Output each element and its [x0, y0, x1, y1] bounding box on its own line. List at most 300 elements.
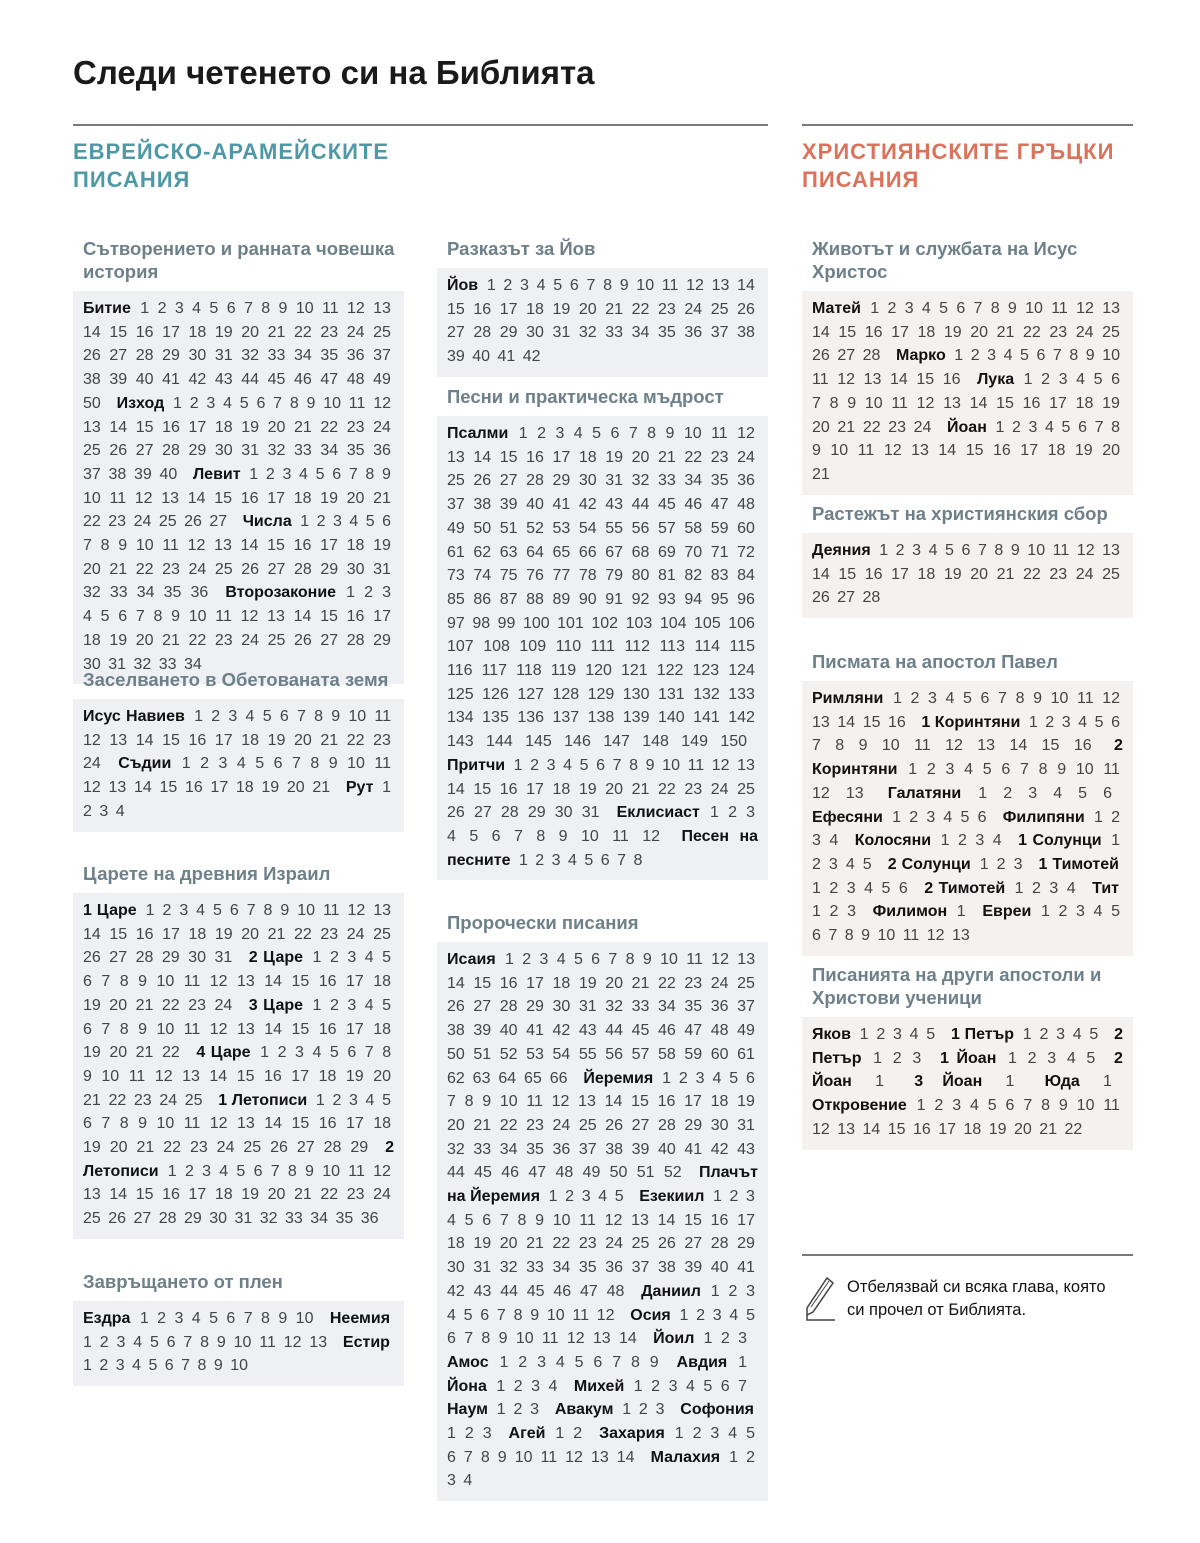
chapter-number[interactable]: 44 [447, 1164, 465, 1182]
chapter-number[interactable]: 12 [551, 1093, 570, 1111]
chapter-number[interactable]: 37 [631, 1259, 650, 1277]
chapter-number[interactable]: 7 [499, 1211, 509, 1229]
chapter-number[interactable]: 40 [658, 1140, 676, 1158]
chapter-number[interactable]: 39 [684, 1259, 703, 1277]
chapter-number[interactable]: 23 [578, 1235, 597, 1253]
chapter-number[interactable]: 39 [631, 1140, 650, 1158]
chapter-number[interactable]: 12 [812, 784, 830, 802]
chapter-number[interactable]: 19 [241, 418, 260, 436]
chapter-number[interactable]: 115 [729, 638, 756, 656]
chapter-number[interactable]: 11 [1103, 1097, 1120, 1115]
chapter-number[interactable]: 4 [921, 300, 931, 317]
chapter-number[interactable]: 4 [236, 755, 246, 773]
chapter-number[interactable]: 49 [447, 519, 465, 537]
chapter-number[interactable]: 40 [526, 496, 544, 514]
chapter-number[interactable]: 19 [267, 731, 286, 749]
chapter-number[interactable]: 3 [746, 1282, 756, 1300]
chapter-number[interactable]: 5 [149, 1333, 159, 1351]
chapter-number[interactable]: 21 [837, 418, 856, 436]
chapter-number[interactable]: 30 [554, 804, 573, 822]
chapter-number[interactable]: 133 [728, 685, 755, 703]
chapter-number[interactable]: 12 [945, 737, 963, 755]
chapter-number[interactable]: 54 [578, 519, 597, 537]
chapter-number[interactable]: 64 [526, 543, 544, 561]
chapter-number[interactable]: 6 [1111, 371, 1120, 389]
chapter-number[interactable]: 38 [473, 496, 492, 514]
chapter-number[interactable]: 3 [738, 1330, 747, 1348]
chapter-number[interactable]: 45 [631, 1022, 650, 1040]
chapter-number[interactable]: 1 [312, 949, 322, 967]
chapter-number[interactable]: 13 [309, 1333, 328, 1351]
chapter-number[interactable]: 2 [957, 832, 967, 850]
chapter-number[interactable]: 3 [537, 1353, 546, 1371]
chapter-number[interactable]: 9 [665, 425, 675, 442]
chapter-number[interactable]: 78 [578, 567, 597, 585]
chapter-number[interactable]: 34 [684, 472, 703, 490]
chapter-number[interactable]: 44 [500, 1282, 518, 1300]
chapter-number[interactable]: 25 [710, 300, 729, 318]
chapter-number[interactable]: 32 [499, 1259, 518, 1277]
chapter-number[interactable]: 7 [296, 708, 306, 725]
chapter-number[interactable]: 13 [237, 1020, 255, 1038]
chapter-number[interactable]: 1 [710, 1282, 720, 1300]
chapter-number[interactable]: 5 [1089, 1026, 1099, 1043]
chapter-number[interactable]: 25 [737, 780, 755, 798]
chapter-number[interactable]: 9 [558, 827, 568, 845]
chapter-number[interactable]: 5 [255, 755, 265, 773]
chapter-number[interactable]: 11 [902, 927, 920, 945]
chapter-number[interactable]: 2 [651, 1377, 661, 1395]
chapter-number[interactable]: 2 [329, 949, 339, 967]
chapter-number[interactable]: 9 [278, 300, 288, 317]
chapter-number[interactable]: 17 [291, 1067, 310, 1085]
chapter-number[interactable]: 19 [737, 1093, 755, 1111]
chapter-number[interactable]: 1 [879, 542, 889, 559]
chapter-number[interactable]: 10 [233, 1333, 252, 1351]
chapter-number[interactable]: 26 [109, 442, 128, 460]
chapter-number[interactable]: 60 [737, 519, 755, 537]
chapter-number[interactable]: 31 [241, 442, 260, 460]
chapter-number[interactable]: 22 [1023, 565, 1041, 583]
chapter-number[interactable]: 50 [609, 1164, 628, 1182]
chapter-number[interactable]: 103 [625, 614, 653, 632]
chapter-number[interactable]: 21 [996, 565, 1015, 583]
chapter-number[interactable]: 2 [729, 1188, 739, 1206]
chapter-number[interactable]: 11 [1051, 300, 1068, 317]
chapter-number[interactable]: 74 [473, 567, 492, 585]
chapter-number[interactable]: 23 [346, 1186, 365, 1204]
chapter-number[interactable]: 6 [812, 927, 821, 945]
chapter-number[interactable]: 10 [101, 1067, 120, 1085]
chapter-number[interactable]: 23 [108, 513, 127, 531]
chapter-number[interactable]: 21 [294, 1186, 312, 1204]
chapter-number[interactable]: 22 [320, 1186, 339, 1204]
chapter-number[interactable]: 6 [961, 542, 971, 559]
chapter-number[interactable]: 7 [513, 827, 523, 845]
chapter-number[interactable]: 20 [1102, 442, 1120, 460]
chapter-number[interactable]: 23 [684, 974, 703, 992]
chapter-number[interactable]: 11 [711, 425, 728, 442]
chapter-number[interactable]: 10 [580, 827, 599, 845]
chapter-number[interactable]: 1 [518, 851, 528, 869]
chapter-number[interactable]: 28 [658, 1116, 676, 1134]
chapter-number[interactable]: 24 [710, 974, 729, 992]
chapter-number[interactable]: 130 [622, 685, 650, 703]
chapter-number[interactable]: 28 [162, 442, 180, 460]
chapter-number[interactable]: 1 [1103, 1073, 1112, 1091]
chapter-number[interactable]: 2 [162, 902, 172, 919]
chapter-number[interactable]: 17 [267, 489, 285, 507]
chapter-number[interactable]: 37 [737, 998, 755, 1016]
chapter-number[interactable]: 15 [162, 731, 180, 749]
chapter-number[interactable]: 8 [119, 973, 129, 991]
chapter-number[interactable]: 6 [569, 277, 579, 294]
chapter-number[interactable]: 23 [189, 1139, 208, 1157]
chapter-number[interactable]: 11 [891, 394, 908, 412]
chapter-number[interactable]: 28 [500, 804, 519, 822]
chapter-number[interactable]: 28 [323, 1139, 342, 1157]
chapter-number[interactable]: 46 [658, 1022, 676, 1040]
chapter-number[interactable]: 122 [656, 662, 684, 680]
chapter-number[interactable]: 2 [189, 394, 199, 412]
chapter-number[interactable]: 1 [729, 1448, 739, 1466]
chapter-number[interactable]: 7 [292, 755, 301, 773]
chapter-number[interactable]: 21 [312, 779, 331, 797]
chapter-number[interactable]: 12 [134, 489, 153, 507]
chapter-number[interactable]: 2 [184, 1162, 194, 1180]
chapter-number[interactable]: 5 [382, 996, 392, 1014]
chapter-number[interactable]: 18 [447, 1235, 465, 1253]
chapter-number[interactable]: 14 [447, 780, 465, 798]
chapter-number[interactable]: 1 [505, 951, 514, 968]
chapter-number[interactable]: 7 [246, 902, 256, 919]
chapter-number[interactable]: 6 [1001, 761, 1011, 779]
chapter-number[interactable]: 2 [518, 1353, 528, 1371]
chapter-number[interactable]: 3 [295, 1044, 304, 1062]
chapter-number[interactable]: 131 [657, 685, 685, 703]
chapter-number[interactable]: 3 [282, 465, 292, 483]
chapter-number[interactable]: 31 [473, 1259, 492, 1277]
chapter-number[interactable]: 2 [157, 300, 167, 317]
chapter-number[interactable]: 61 [447, 543, 465, 561]
chapter-number[interactable]: 12 [711, 951, 729, 968]
chapter-number[interactable]: 18 [1075, 394, 1094, 412]
chapter-number[interactable]: 14 [837, 713, 856, 731]
chapter-number[interactable]: 58 [684, 519, 703, 537]
chapter-number[interactable]: 20 [578, 300, 597, 318]
chapter-number[interactable]: 41 [737, 1259, 755, 1277]
chapter-number[interactable]: 21 [267, 323, 286, 341]
chapter-number[interactable]: 9 [138, 1020, 147, 1038]
chapter-number[interactable]: 34 [499, 1140, 518, 1158]
chapter-number[interactable]: 6 [83, 973, 92, 991]
chapter-number[interactable]: 32 [133, 655, 152, 673]
chapter-number[interactable]: 45 [658, 496, 676, 514]
chapter-number[interactable]: 86 [473, 590, 492, 608]
chapter-number[interactable]: 15 [887, 1120, 906, 1138]
chapter-number[interactable]: 17 [162, 925, 180, 943]
chapter-number[interactable]: 34 [320, 442, 339, 460]
chapter-number[interactable]: 5 [729, 1069, 739, 1087]
chapter-number[interactable]: 16 [162, 1186, 180, 1204]
chapter-number[interactable]: 37 [447, 496, 465, 514]
chapter-number[interactable]: 19 [552, 300, 571, 318]
chapter-number[interactable]: 2 [970, 347, 980, 365]
chapter-number[interactable]: 9 [138, 973, 147, 991]
chapter-number[interactable]: 13 [812, 713, 830, 731]
chapter-number[interactable]: 17 [188, 418, 207, 436]
chapter-number[interactable]: 105 [694, 614, 721, 632]
chapter-number[interactable]: 5 [573, 951, 583, 968]
chapter-number[interactable]: 26 [108, 1210, 127, 1228]
chapter-number[interactable]: 2 [329, 996, 339, 1014]
chapter-number[interactable]: 3 [116, 1333, 126, 1351]
chapter-number[interactable]: 123 [692, 662, 720, 680]
chapter-number[interactable]: 116 [447, 662, 473, 680]
chapter-number[interactable]: 6 [1078, 418, 1087, 436]
chapter-number[interactable]: 21 [109, 560, 128, 578]
chapter-number[interactable]: 12 [916, 394, 935, 412]
chapter-number[interactable]: 21 [135, 1044, 154, 1062]
chapter-number[interactable]: 3 [382, 584, 392, 602]
chapter-number[interactable]: 13 [109, 731, 128, 749]
chapter-number[interactable]: 5 [1078, 784, 1088, 802]
chapter-number[interactable]: 97 [447, 614, 465, 632]
chapter-number[interactable]: 1 [194, 708, 204, 725]
chapter-number[interactable]: 29 [188, 442, 207, 460]
chapter-number[interactable]: 4 [365, 1091, 375, 1109]
chapter-number[interactable]: 24 [737, 448, 755, 466]
chapter-number[interactable]: 63 [499, 543, 518, 561]
chapter-number[interactable]: 24 [346, 925, 365, 943]
chapter-number[interactable]: 1 [703, 1330, 713, 1348]
chapter-number[interactable]: 43 [737, 1140, 755, 1158]
chapter-number[interactable]: 3 [1013, 855, 1023, 873]
chapter-number[interactable]: 28 [135, 347, 154, 365]
chapter-number[interactable]: 20 [373, 1067, 391, 1085]
chapter-number[interactable]: 24 [159, 1091, 178, 1109]
chapter-number[interactable]: 3 [1058, 371, 1068, 389]
chapter-number[interactable]: 17 [1049, 394, 1067, 412]
chapter-number[interactable]: 52 [526, 519, 544, 537]
chapter-number[interactable]: 2 [887, 300, 897, 317]
chapter-number[interactable]: 15 [159, 779, 178, 797]
chapter-number[interactable]: 148 [642, 733, 669, 751]
chapter-number[interactable]: 3 [228, 708, 238, 725]
chapter-number[interactable]: 11 [109, 489, 127, 507]
chapter-number[interactable]: 9 [535, 1211, 545, 1229]
chapter-number[interactable]: 5 [926, 1026, 936, 1043]
chapter-number[interactable]: 36 [373, 442, 391, 460]
chapter-number[interactable]: 14 [862, 1120, 881, 1138]
chapter-number[interactable]: 22 [161, 996, 180, 1014]
chapter-number[interactable]: 22 [161, 1044, 180, 1062]
chapter-number[interactable]: 56 [631, 519, 650, 537]
chapter-number[interactable]: 1 [1040, 903, 1050, 921]
chapter-number[interactable]: 20 [109, 996, 128, 1014]
chapter-number[interactable]: 3 [846, 879, 856, 897]
chapter-number[interactable]: 22 [135, 560, 154, 578]
chapter-number[interactable]: 7 [612, 756, 622, 774]
chapter-number[interactable]: 23 [162, 560, 180, 578]
chapter-number[interactable]: 65 [524, 1069, 542, 1087]
chapter-number[interactable]: 20 [346, 489, 365, 507]
chapter-number[interactable]: 6 [226, 1310, 236, 1327]
chapter-number[interactable]: 6 [166, 1333, 176, 1351]
chapter-number[interactable]: 10 [1075, 761, 1094, 779]
chapter-number[interactable]: 19 [261, 779, 280, 797]
chapter-number[interactable]: 20 [109, 1044, 128, 1062]
chapter-number[interactable]: 17 [346, 1115, 364, 1133]
chapter-number[interactable]: 7 [463, 1448, 473, 1466]
chapter-number[interactable]: 11 [1052, 542, 1070, 559]
chapter-number[interactable]: 28 [473, 324, 492, 342]
chapter-number[interactable]: 15 [1041, 737, 1060, 755]
chapter-number[interactable]: 16 [657, 1093, 676, 1111]
chapter-number[interactable]: 9 [1057, 761, 1067, 779]
chapter-number[interactable]: 49 [737, 1022, 755, 1040]
chapter-number[interactable]: 20 [447, 1116, 465, 1134]
chapter-number[interactable]: 6 [279, 708, 289, 725]
chapter-number[interactable]: 62 [447, 1069, 465, 1087]
chapter-number[interactable]: 9 [858, 737, 868, 755]
chapter-number[interactable]: 19 [83, 1139, 101, 1157]
chapter-number[interactable]: 21 [658, 448, 676, 466]
chapter-number[interactable]: 2 [503, 277, 513, 294]
chapter-number[interactable]: 34 [184, 655, 202, 673]
chapter-number[interactable]: 31 [737, 1116, 755, 1134]
chapter-number[interactable]: 13 [237, 973, 255, 991]
chapter-number[interactable]: 29 [184, 1210, 202, 1228]
chapter-number[interactable]: 17 [891, 565, 909, 583]
chapter-number[interactable]: 20 [631, 448, 650, 466]
chapter-number[interactable]: 6 [1111, 713, 1121, 731]
chapter-number[interactable]: 50 [83, 394, 101, 412]
chapter-number[interactable]: 29 [162, 347, 180, 365]
chapter-number[interactable]: 5 [584, 851, 594, 869]
chapter-number[interactable]: 1 [956, 903, 966, 921]
chapter-number[interactable]: 136 [517, 709, 545, 727]
chapter-number[interactable]: 4 [943, 808, 953, 826]
chapter-number[interactable]: 100 [522, 614, 550, 632]
chapter-number[interactable]: 19 [943, 323, 962, 341]
chapter-number[interactable]: 61 [737, 1045, 755, 1063]
chapter-number[interactable]: 117 [481, 662, 508, 680]
chapter-number[interactable]: 2 [892, 1049, 902, 1067]
chapter-number[interactable]: 23 [320, 925, 339, 943]
chapter-number[interactable]: 8 [835, 737, 845, 755]
chapter-number[interactable]: 60 [710, 1045, 729, 1063]
chapter-number[interactable]: 99 [497, 614, 516, 632]
chapter-number[interactable]: 7 [812, 394, 821, 412]
chapter-number[interactable]: 8 [844, 927, 854, 945]
chapter-number[interactable]: 132 [693, 685, 720, 703]
chapter-number[interactable]: 16 [293, 537, 312, 555]
chapter-number[interactable]: 4 [598, 1188, 608, 1206]
chapter-number[interactable]: 29 [320, 560, 339, 578]
chapter-number[interactable]: 7 [183, 1333, 193, 1351]
chapter-number[interactable]: 15 [916, 371, 935, 389]
chapter-number[interactable]: 14 [209, 1067, 228, 1085]
chapter-number[interactable]: 19 [320, 489, 338, 507]
chapter-number[interactable]: 45 [526, 1282, 545, 1300]
chapter-number[interactable]: 39 [447, 348, 465, 366]
chapter-number[interactable]: 25 [1102, 323, 1120, 341]
chapter-number[interactable]: 45 [474, 1164, 492, 1182]
chapter-number[interactable]: 32 [631, 472, 650, 490]
chapter-number[interactable]: 2 [157, 1310, 167, 1327]
chapter-number[interactable]: 1 [167, 1162, 177, 1180]
chapter-number[interactable]: 104 [659, 614, 687, 632]
chapter-number[interactable]: 8 [200, 1333, 210, 1351]
chapter-number[interactable]: 1 [513, 756, 523, 774]
chapter-number[interactable]: 52 [499, 1045, 518, 1063]
chapter-number[interactable]: 27 [109, 949, 128, 967]
chapter-number[interactable]: 23 [133, 1091, 152, 1109]
chapter-number[interactable]: 7 [270, 1162, 280, 1180]
chapter-number[interactable]: 20 [286, 779, 305, 797]
chapter-number[interactable]: 4 [555, 1353, 565, 1371]
chapter-number[interactable]: 4 [447, 827, 456, 845]
chapter-number[interactable]: 9 [306, 394, 316, 412]
chapter-number[interactable]: 10 [323, 394, 342, 412]
chapter-number[interactable]: 18 [373, 1020, 392, 1038]
chapter-number[interactable]: 1 [713, 1188, 722, 1206]
chapter-number[interactable]: 3 [115, 1357, 125, 1375]
chapter-number[interactable]: 16 [188, 731, 207, 749]
chapter-number[interactable]: 12 [240, 608, 259, 626]
chapter-number[interactable]: 12 [347, 902, 366, 919]
chapter-number[interactable]: 1 [1028, 713, 1038, 731]
chapter-number[interactable]: 22 [320, 418, 339, 436]
chapter-number[interactable]: 59 [710, 519, 729, 537]
chapter-number[interactable]: 37 [710, 324, 729, 342]
chapter-number[interactable]: 36 [552, 1140, 571, 1158]
chapter-number[interactable]: 10 [83, 489, 101, 507]
chapter-number[interactable]: 7 [348, 465, 358, 483]
chapter-number[interactable]: 20 [970, 565, 989, 583]
chapter-number[interactable]: 3 [347, 996, 357, 1014]
chapter-number[interactable]: 25 [578, 1116, 597, 1134]
chapter-number[interactable]: 20 [135, 631, 154, 649]
chapter-number[interactable]: 36 [190, 584, 209, 602]
chapter-number[interactable]: 129 [587, 685, 615, 703]
chapter-number[interactable]: 3 [912, 1049, 922, 1067]
chapter-number[interactable]: 12 [837, 371, 855, 389]
chapter-number[interactable]: 10 [881, 737, 900, 755]
chapter-number[interactable]: 113 [659, 638, 685, 656]
chapter-number[interactable]: 19 [373, 537, 391, 555]
chapter-number[interactable]: 1 [139, 1310, 149, 1327]
chapter-number[interactable]: 7 [101, 1020, 111, 1038]
chapter-number[interactable]: 14 [473, 448, 492, 466]
chapter-number[interactable]: 2 [200, 755, 210, 773]
chapter-number[interactable]: 4 [312, 1044, 322, 1062]
chapter-number[interactable]: 6 [83, 1115, 92, 1133]
chapter-number[interactable]: 15 [447, 300, 465, 318]
chapter-number[interactable]: 2 [692, 1425, 702, 1443]
chapter-number[interactable]: 27 [109, 347, 128, 365]
chapter-number[interactable]: 20 [499, 1235, 518, 1253]
chapter-number[interactable]: 11 [1103, 761, 1120, 779]
chapter-number[interactable]: 26 [658, 1235, 676, 1253]
chapter-number[interactable]: 135 [482, 709, 509, 727]
chapter-number[interactable]: 11 [1077, 690, 1094, 707]
chapter-number[interactable]: 15 [631, 1093, 649, 1111]
chapter-number[interactable]: 2 [720, 1330, 730, 1348]
chapter-number[interactable]: 30 [710, 1116, 729, 1134]
chapter-number[interactable]: 72 [737, 543, 755, 561]
